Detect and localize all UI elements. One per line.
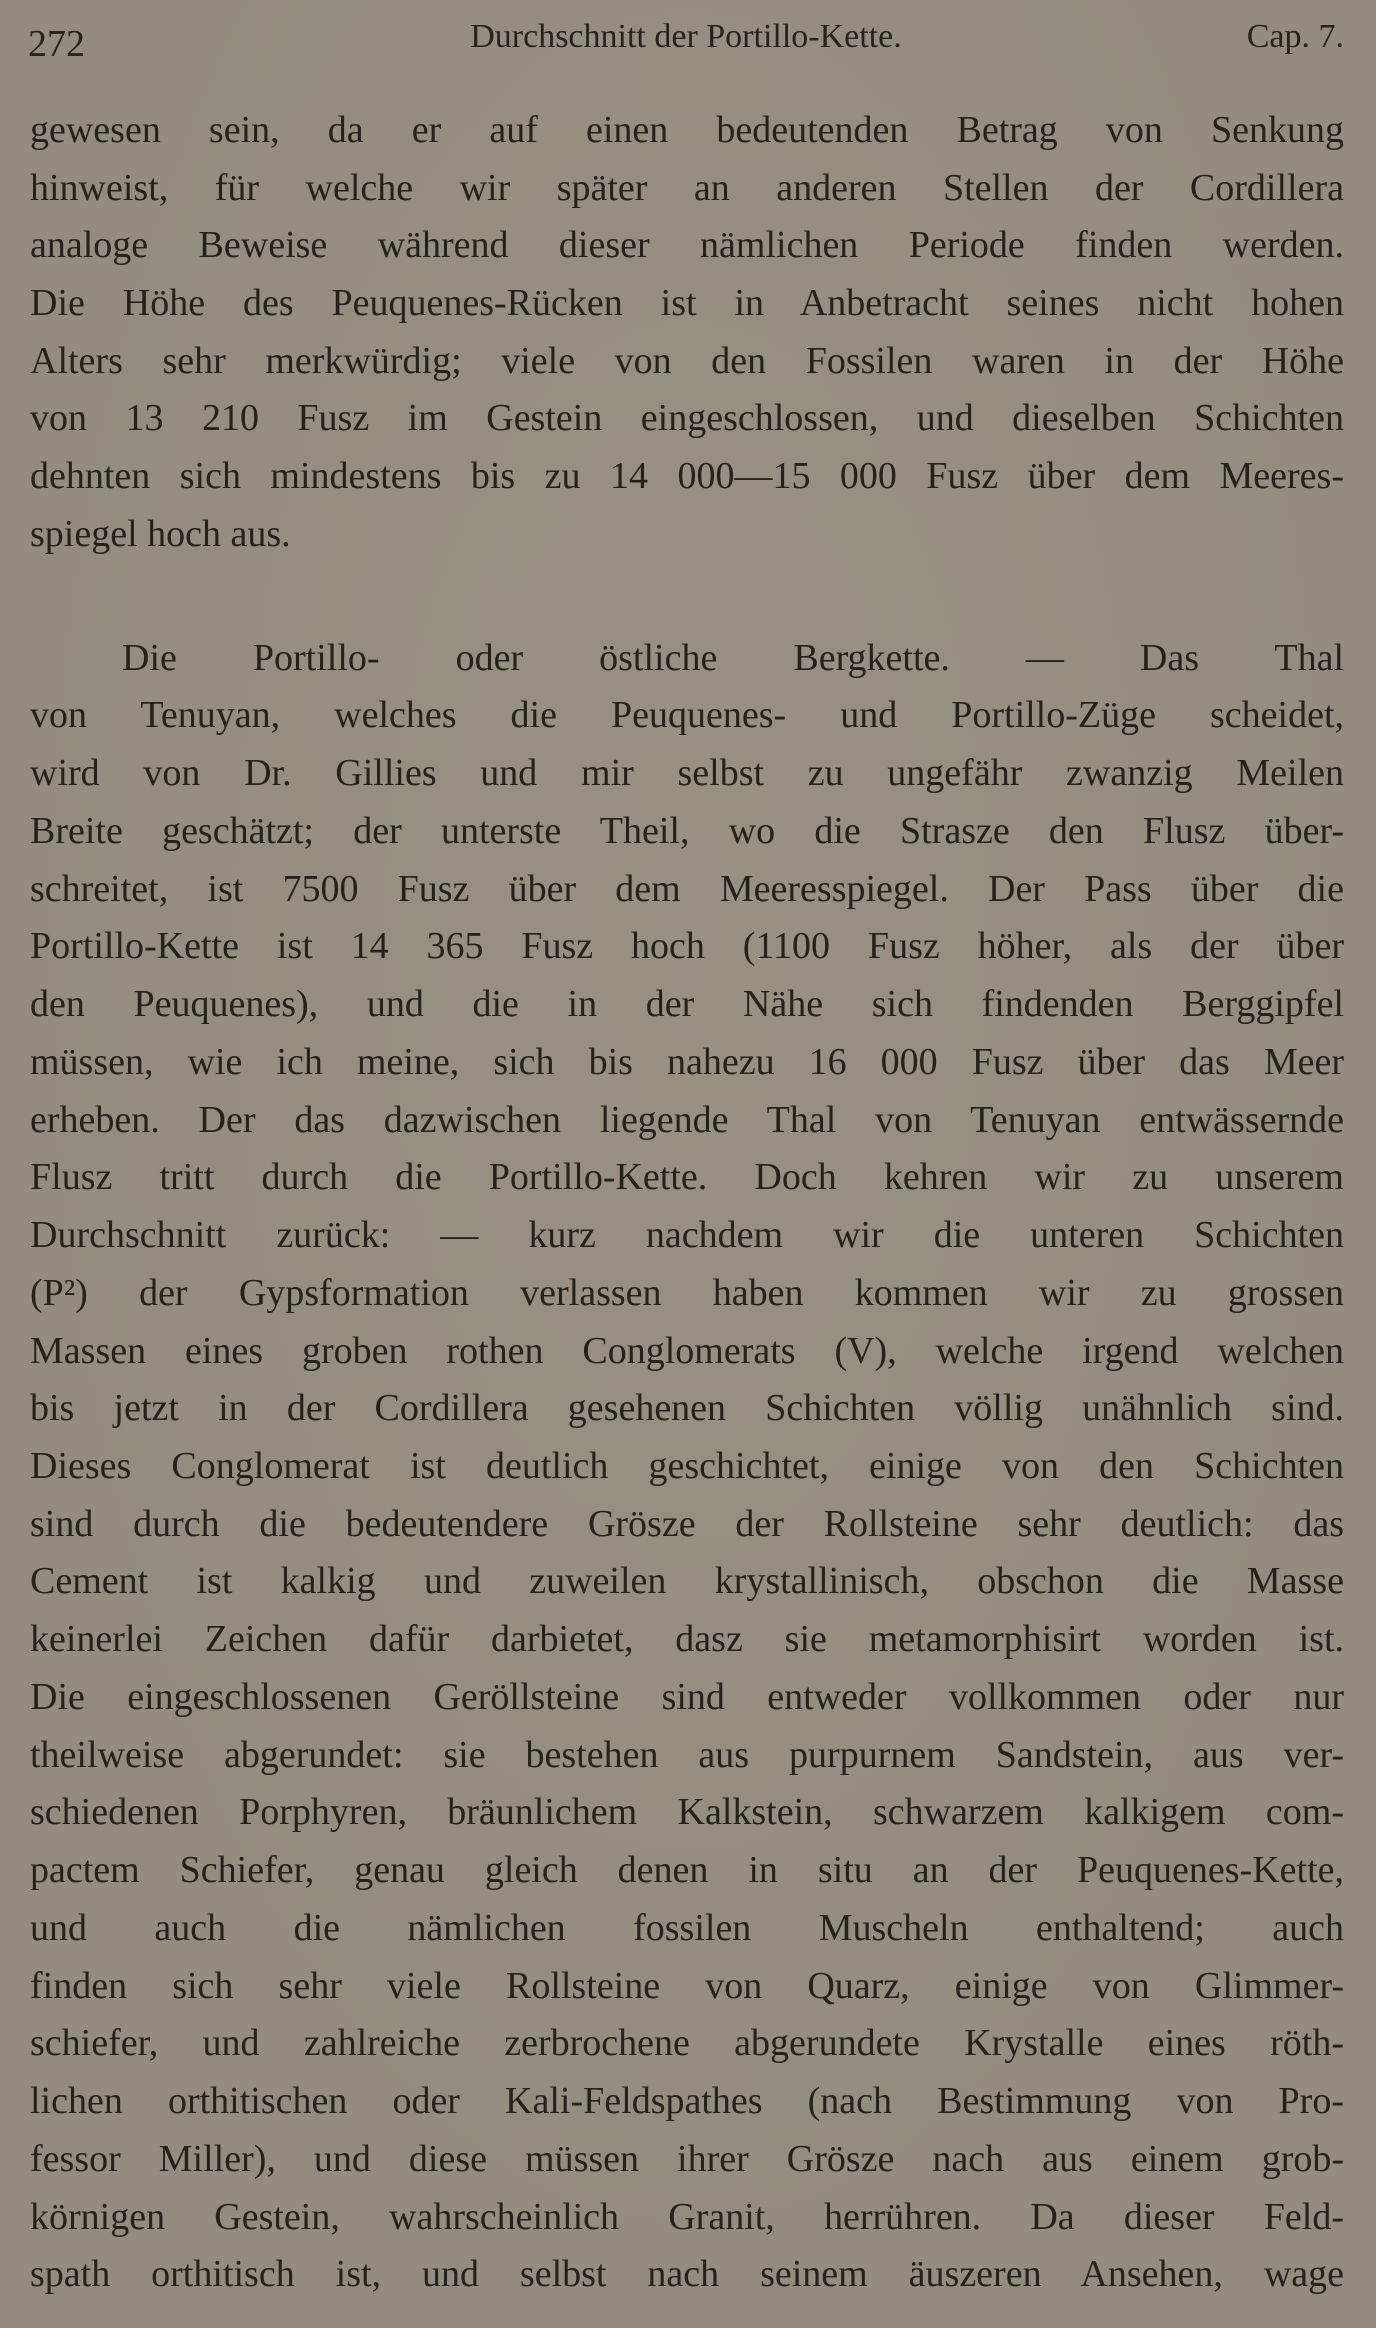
section-heading-line: Die Portillo- oder östliche Bergkette. — Das Thal <box>122 636 1344 679</box>
text-line: wird von Dr. Gillies und mir selbst zu ungefähr zwanzig Meilen <box>30 752 1344 794</box>
text-line: Flusz tritt durch die Portillo-Kette. Doch kehren wir zu unserem <box>30 1156 1344 1199</box>
text-line: Portillo-Kette ist 14 365 Fusz hoch (1100 Fusz höher, als der über <box>30 925 1344 968</box>
text-line: Massen eines groben rothen Conglomerats (V), welche irgend welchen <box>30 1329 1344 1372</box>
text-line: von Tenuyan, welches die Peuquenes- und Portillo-Züge scheidet, <box>30 694 1344 737</box>
text-line: bis jetzt in der Cordillera gesehenen Schichten völlig unähnlich sind. <box>30 1387 1344 1430</box>
text-line: lichen orthitischen oder Kali-Feldspathes (nach Bestimmung von Pro- <box>30 2080 1344 2123</box>
text-line: müssen, wie ich meine, sich bis nahezu 16 000 Fusz über das Meer <box>30 1040 1344 1083</box>
text-line: Die Höhe des Peuquenes-Rücken ist in Anbetracht seines nicht hohen <box>30 282 1344 324</box>
text-line: keinerlei Zeichen dafür darbietet, dasz sie metamorphisirt worden ist. <box>30 1618 1344 1661</box>
text-line: Die eingeschlossenen Geröllsteine sind entweder vollkommen oder nur <box>30 1675 1344 1718</box>
text-line: sind durch die bedeutendere Grösze der Rollsteine sehr deutlich: das <box>30 1502 1344 1545</box>
text-line: hinweist, für welche wir später an anderen Stellen der Cordillera <box>30 166 1344 209</box>
text-line: und auch die nämlichen fossilen Muscheln enthaltend; auch <box>30 1906 1344 1949</box>
text-line: spiegel hoch aus. <box>30 512 291 555</box>
text-line: pactem Schiefer, genau gleich denen in situ an der Peuquenes-Kette, <box>30 1849 1344 1892</box>
text-line: Durchschnitt zurück: — kurz nachdem wir die unteren Schichten <box>30 1214 1344 1256</box>
text-line: erheben. Der das dazwischen liegende Thal von Tenuyan entwässernde <box>30 1098 1344 1141</box>
text-line: (P²) der Gypsformation verlassen haben kommen wir zu grossen <box>30 1271 1344 1314</box>
text-line: theilweise abgerundet: sie bestehen aus purpurnem Sandstein, aus ver- <box>30 1733 1344 1776</box>
text-line: Alters sehr merkwürdig; viele von den Fossilen waren in der Höhe <box>30 339 1344 382</box>
text-line: analoge Beweise während dieser nämlichen Periode finden werden. <box>30 224 1344 267</box>
text-line: Breite geschätzt; der unterste Theil, wo die Strasze den Flusz über- <box>30 809 1344 852</box>
text-line: gewesen sein, da er auf einen bedeutenden Betrag von Senkung <box>30 108 1344 151</box>
text-line: schiefer, und zahlreiche zerbrochene abgerundete Krystalle eines röth- <box>30 2022 1344 2065</box>
text-line: spath orthitisch ist, und selbst nach seinem äuszeren Ansehen, wage <box>30 2253 1344 2296</box>
running-header <box>28 18 1344 68</box>
text-line: den Peuquenes), und die in der Nähe sich findenden Berggipfel <box>30 983 1344 1025</box>
text-line: Dieses Conglomerat ist deutlich geschichtet, einige von den Schichten <box>30 1444 1344 1487</box>
text-line: körnigen Gestein, wahrscheinlich Granit, herrühren. Da dieser Feld- <box>30 2195 1344 2238</box>
text-line: von 13 210 Fusz im Gestein eingeschlossen, und dieselben Schichten <box>30 397 1344 440</box>
text-line: schiedenen Porphyren, bräunlichem Kalkstein, schwarzem kalkigem com- <box>30 1791 1344 1834</box>
text-line: fessor Miller), und diese müssen ihrer Grösze nach aus einem grob- <box>30 2137 1344 2180</box>
text-line: finden sich sehr viele Rollsteine von Quarz, einige von Glimmer- <box>30 1964 1344 2007</box>
page-number: 272 <box>28 23 85 65</box>
chapter-label: Cap. 7. <box>1246 18 1344 55</box>
text-line: schreitet, ist 7500 Fusz über dem Meeresspiegel. Der Pass über die <box>30 867 1344 910</box>
running-title: Durchschnitt der Portillo-Kette. <box>470 18 902 55</box>
text-line: dehnten sich mindestens bis zu 14 000—15 000 Fusz über dem Meeres- <box>30 455 1344 498</box>
text-line: Cement ist kalkig und zuweilen krystallinisch, obschon die Masse <box>30 1560 1344 1603</box>
